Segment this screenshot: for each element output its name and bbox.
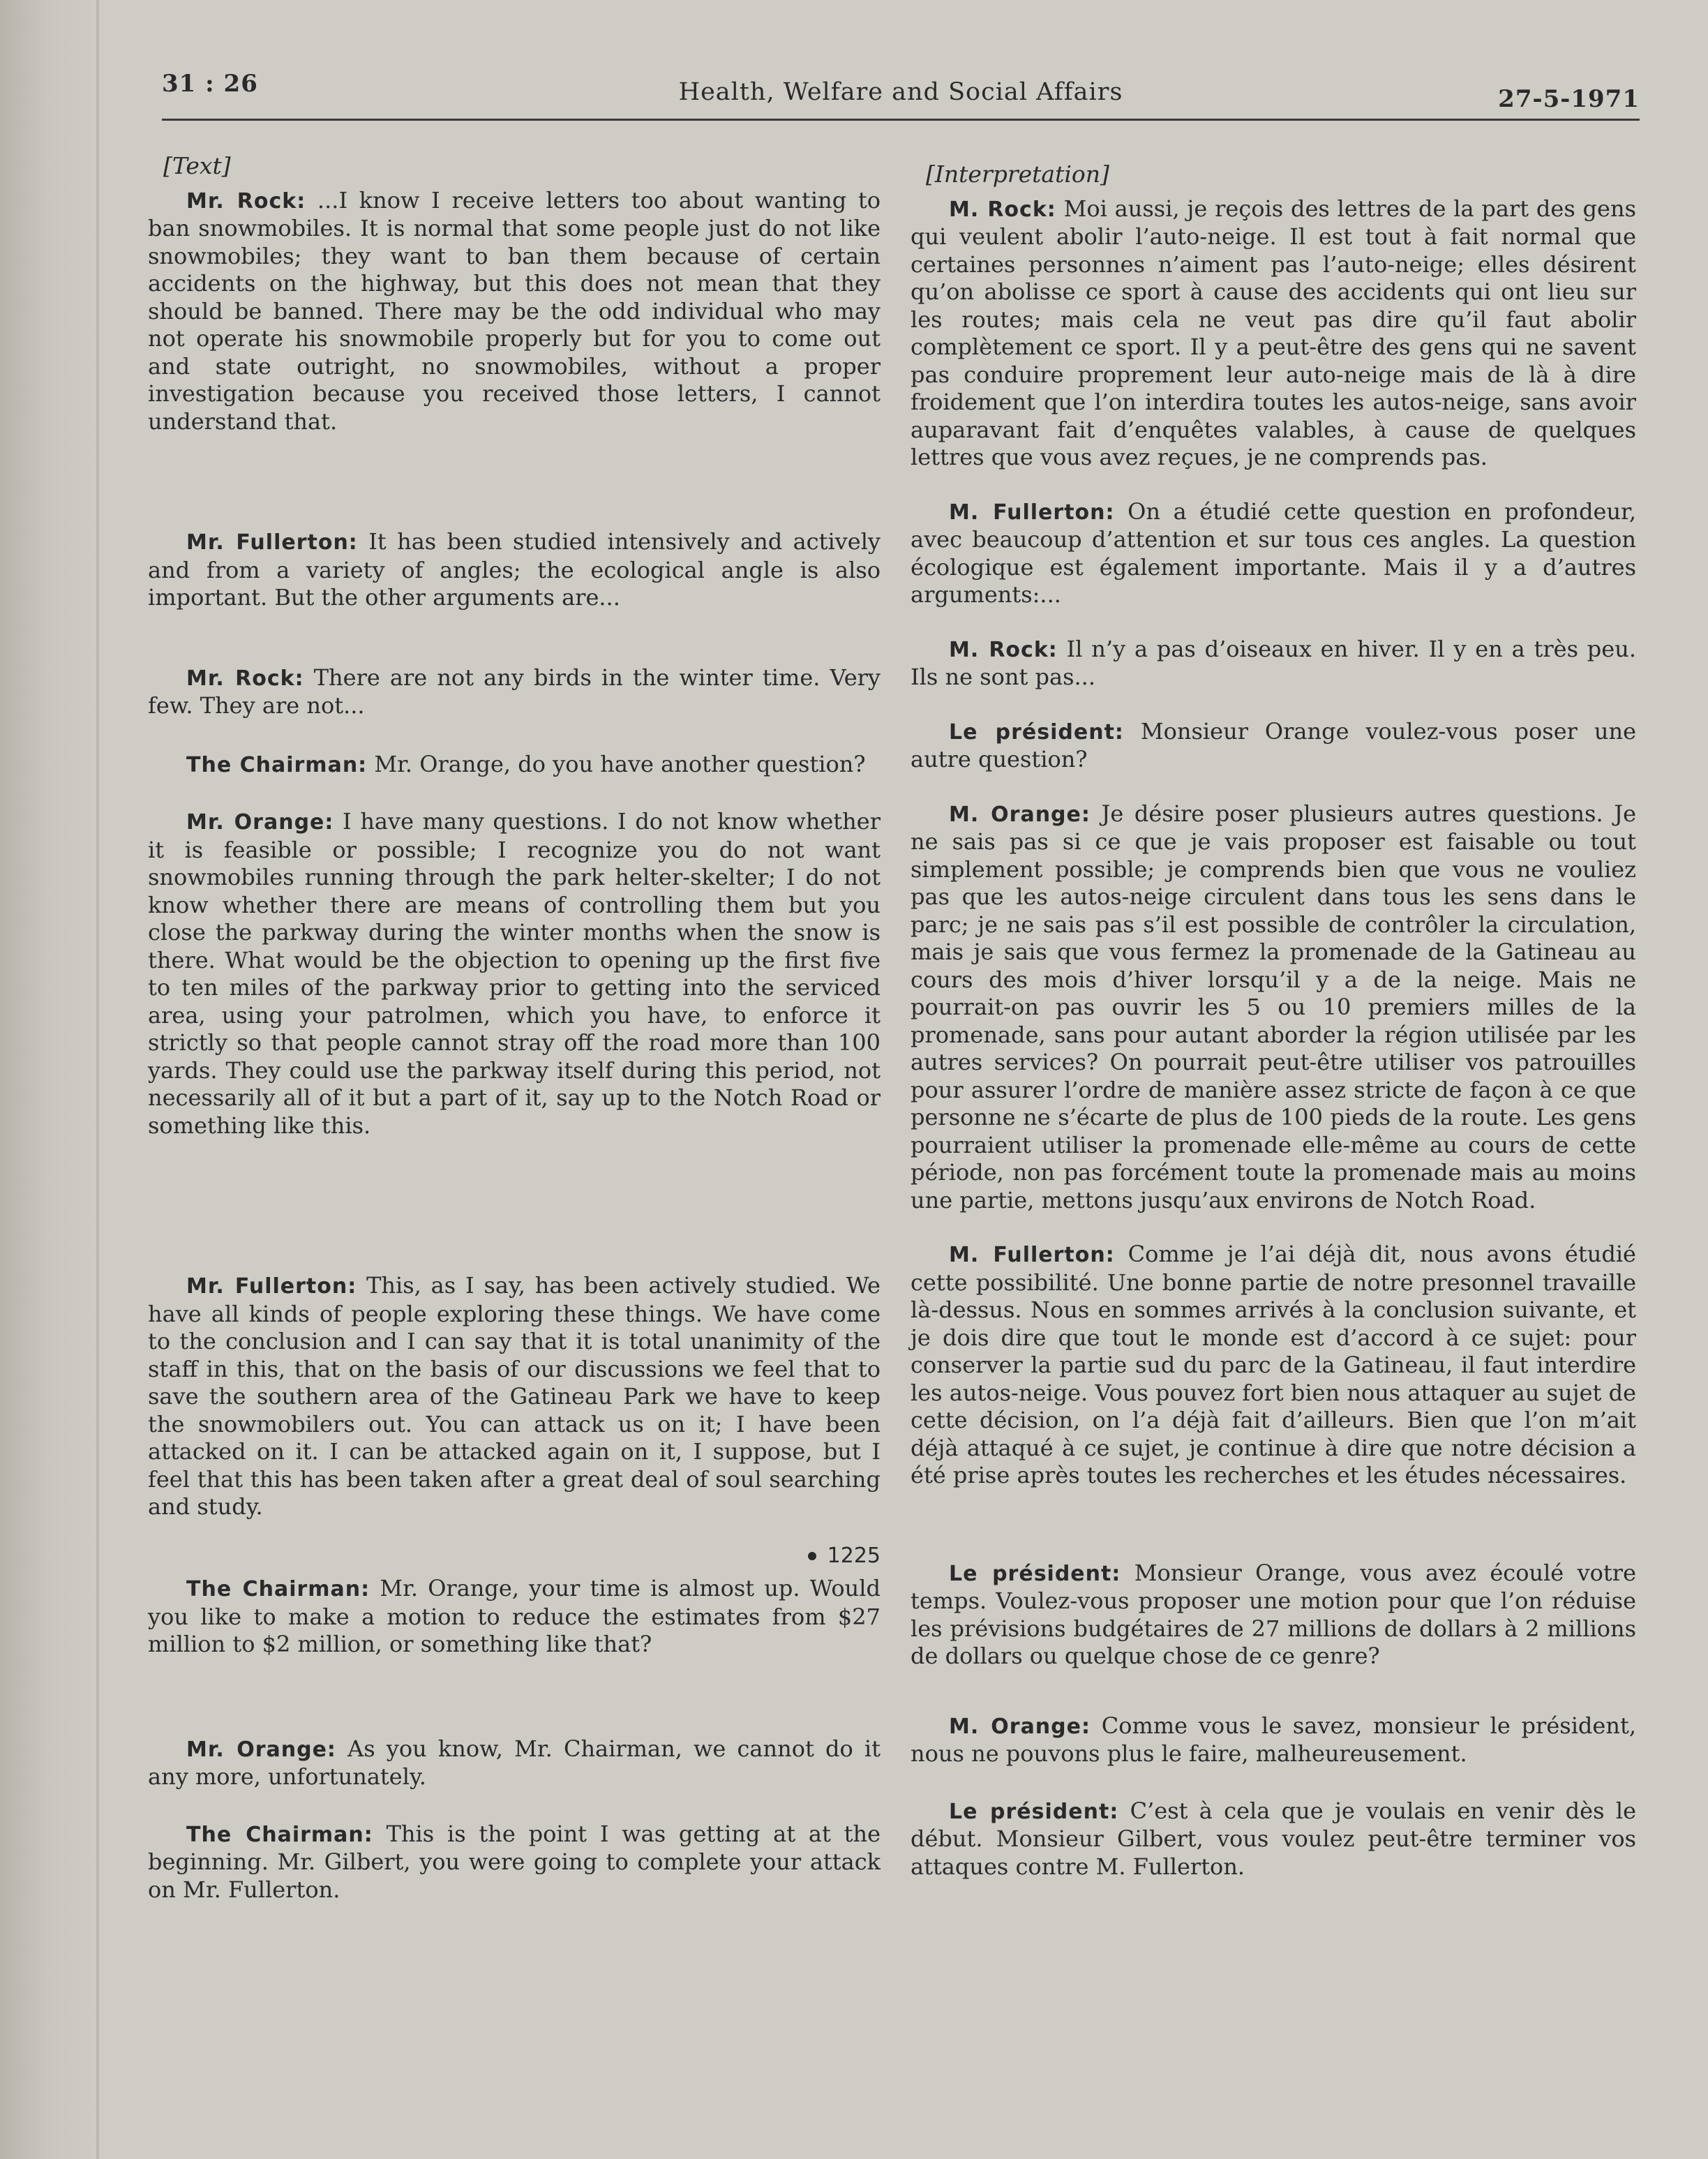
speech-text: Je désire poser plusieurs autres questions. Je ne sais pas si ce que je vais proposer est faisable ou tout simplement possible; je comprends bien que vous ne vouliez pas que les autos-neige circulent dans tous les sens dans le parc; je ne sais pas s’il est possible de contrôler la circulation, mais je sais que vous fermez la promenade de la Gatineau au cours des mois d’hiver lorsqu’il y a de la neige. Mais ne pourrait-on pas ouvrir les 5 ou 10 premiers milles de la promenade, sans pour autant aborder la région utilisée par les autres services? On pourrait peut-être utiliser vos patrouilles pour assurer l’ordre de manière assez stricte de façon à ce que personne ne s’écarte de plus de 100 pieds de la route. Les gens pourraient utiliser la promenade elle-même au cours de cette période, non pas forcément toute la promenade mais au moins une partie, mettons jusqu’aux environs de Notch Road.	[911, 800, 1637, 1213]
speech-text: Moi aussi, je reçois des lettres de la part des gens qui veulent abolir l’auto-neige. Il est tout à fait normal que certaines personnes n’aiment pas l’auto-neige; elles désirent qu’on abolisse ce sport à cause des accidents qui ont lieu sur les routes; mais cela ne veut pas dire qu’il faut abolir complètement ce sport. Il y a peut-être des gens qui ne savent pas conduire proprement leur auto-neige mais de là à dire froidement que l’on interdira toutes les autos-neige, sans avoir auparavant fait d’enquêtes valables, à cause de quelques lettres que vous avez reçues, je ne comprends pas.	[911, 195, 1636, 470]
speaker-name: Le président:	[949, 1799, 1119, 1824]
speaker-name: M. Rock:	[949, 637, 1058, 662]
speaker-name: Mr. Orange:	[186, 1737, 336, 1762]
en-paragraph-5	[148, 808, 881, 1140]
speaker-name: M. Orange:	[949, 1714, 1091, 1739]
en-paragraph-3	[148, 664, 881, 720]
page-date: 27-5-1971	[1498, 85, 1640, 113]
gutter-line	[96, 0, 99, 2159]
fr-paragraph-2	[911, 498, 1636, 609]
en-paragraph-4	[148, 751, 881, 779]
speech-text: This is the point I was getting at at the beginning. Mr. Gilbert, you were going to complete your attack on Mr. Fullerton.	[148, 1820, 881, 1903]
speaker-name: The Chairman:	[186, 1577, 370, 1601]
speaker-name: Mr. Rock:	[186, 188, 306, 214]
fr-paragraph-6	[911, 1241, 1636, 1490]
speech-text: There are not any birds in the winter time. Very few. They are not...	[148, 664, 881, 719]
speech-text: Mr. Orange, your time is almost up. Would you like to make a motion to reduce the estimates from $27 million to $2 million, or something like that?	[148, 1575, 881, 1657]
en-paragraph-9	[148, 1821, 881, 1904]
fr-paragraph-8	[911, 1712, 1636, 1768]
speaker-name: M. Orange:	[949, 802, 1091, 827]
speech-text: C’est à cela que je voulais en venir dès le début. Monsieur Gilbert, vous voulez peut-être terminer vos attaques contre M. Fullerton.	[911, 1797, 1637, 1880]
speaker-name: M. Fullerton:	[949, 500, 1115, 525]
english-column	[148, 152, 881, 1904]
speaker-name: M. Fullerton:	[949, 1243, 1115, 1267]
french-column	[911, 160, 1636, 1881]
speaker-name: Mr. Orange:	[186, 810, 334, 835]
fr-paragraph-7	[911, 1560, 1636, 1671]
speech-text: Comme vous le savez, monsieur le président, nous ne pouvons plus le faire, malheureusement.	[911, 1712, 1636, 1767]
fr-paragraph-3	[911, 636, 1636, 692]
section-label-interpretation: [Interpretation]	[926, 160, 1109, 188]
time-marker	[148, 1542, 881, 1570]
speech-text: It has been studied intensively and actively and from a variety of angles; the ecological angle is also important. But the other arguments are...	[148, 528, 881, 611]
book-gutter	[0, 0, 105, 2159]
en-paragraph-2	[148, 528, 881, 612]
en-paragraph-8	[148, 1735, 881, 1791]
speaker-name: Mr. Fullerton:	[186, 1274, 357, 1299]
fr-paragraph-5	[911, 800, 1636, 1215]
speech-text: ...I know I receive letters too about wanting to ban snowmobiles. It is normal that some people just do not like snowmobiles; they want to ban them because of certain accidents on the highway, but this does not mean that they should be banned. There may be the odd individual who may not operate his snowmobile properly but for you to come out and state outright, no snowmobiles, without a proper investigation because you received those letters, I cannot understand that.	[148, 186, 881, 435]
speaker-name: Le président:	[949, 1561, 1121, 1586]
bullet-icon	[808, 1552, 816, 1560]
page-header	[162, 70, 1640, 121]
speaker-name: M. Rock:	[949, 197, 1056, 222]
speaker-name: The Chairman:	[186, 752, 368, 777]
section-label-text: [Text]	[163, 152, 231, 179]
speech-text: Il n’y a pas d’oiseaux en hiver. Il y en a très peu. Ils ne sont pas...	[911, 635, 1637, 690]
speech-text: As you know, Mr. Chairman, we cannot do it any more, unfortunately.	[148, 1735, 881, 1790]
speech-text: Mr. Orange, do you have another question?	[374, 750, 866, 777]
speech-text: This, as I say, has been actively studied. We have all kinds of people exploring these things. We have come to the conclusion and I can say that it is total unanimity of the staff in this, that on the basis of our discussions we feel that to save the southern area of the Gatineau Park we have to keep the snowmobilers out. You can attack us on it; I have been attacked on it. I can be attacked again on it, I suppose, but I feel that this has been taken after a great deal of soul searching and study.	[148, 1272, 881, 1520]
fr-paragraph-4	[911, 718, 1636, 774]
fr-paragraph-9	[911, 1798, 1636, 1881]
speaker-name: Le président:	[949, 719, 1124, 745]
en-paragraph-6	[148, 1272, 881, 1521]
speaker-name: Mr. Rock:	[186, 666, 304, 691]
fr-paragraph-1	[911, 195, 1636, 472]
speaker-name: The Chairman:	[186, 1822, 373, 1847]
time-marker-value: 1225	[827, 1543, 881, 1568]
speech-text: I have many questions. I do not know whether it is feasible or possible; I recognize you do not want snowmobiles running through the park helter-skelter; I do not know whether there are means of controlling them but you close the parkway during the winter months when the snow is there. What would be the objection to opening up the first five to ten miles of the parkway prior to getting into the serviced area, using your patrolmen, which you have, to enforce it strictly so that people cannot stray off the road more than 100 yards. They could use the parkway itself during this period, not necessarily all of it but a part of it, say up to the Notch Road or something like this.	[148, 808, 881, 1139]
page-title: Health, Welfare and Social Affairs	[678, 78, 1123, 106]
speech-text: Comme je l’ai déjà dit, nous avons étudié cette possibilité. Une bonne partie de notre presonnel travaille là-dessus. Nous en sommes arrivés à la conclusion suivante, et je dois dire que tout le monde est d’accord à ce sujet: pour conserver la partie sud du parc de la Gatineau, il faut interdire les autos-neige. Vous pouvez fort bien nous attaquer au sujet de cette décision, on l’a déjà fait d’ailleurs. Bien que l’on m’ait déjà attaqué à ce sujet, je continue à dire que notre décision a été prise après toutes les recherches et les études nécessaires.	[911, 1241, 1636, 1488]
speech-text: On a étudié cette question en profondeur, avec beaucoup d’attention et sur tous ces angles. La question écologique est également importante. Mais il y a d’autres arguments:...	[911, 498, 1636, 608]
en-paragraph-7	[148, 1575, 881, 1659]
speech-text: Monsieur Orange voulez-vous poser une autre question?	[911, 717, 1637, 772]
page-reference: 31 : 26	[162, 70, 258, 98]
speech-text: Monsieur Orange, vous avez écoulé votre temps. Voulez-vous proposer une motion pour que l’on réduise les prévisions budgétaires de 27 millions de dollars à 2 millions de dollars ou quelque chose de ce genre?	[911, 1559, 1637, 1669]
speaker-name: Mr. Fullerton:	[186, 530, 358, 555]
en-paragraph-1	[148, 187, 881, 436]
